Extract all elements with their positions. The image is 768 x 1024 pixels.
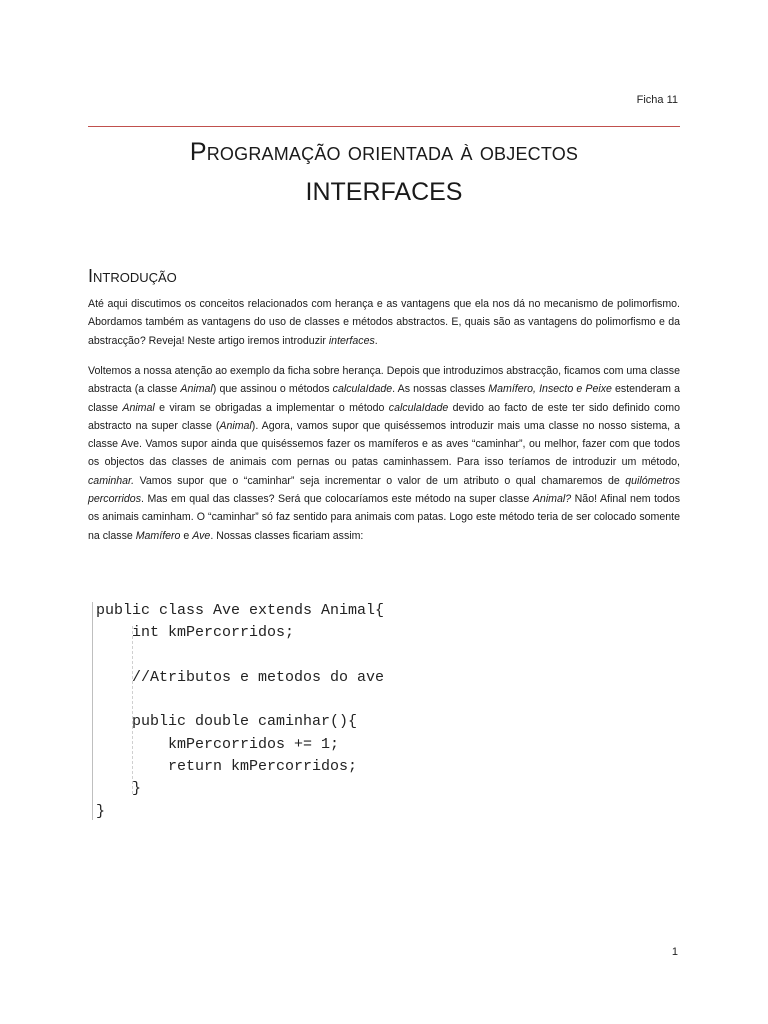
page-number: 1	[671, 946, 678, 958]
italic-run: Mamífero, Insecto e Peixe	[488, 383, 612, 396]
code-line: //Atributos e metodos do ave	[96, 668, 385, 686]
code-line: int kmPercorridos;	[96, 624, 295, 642]
italic-run: Ave	[192, 529, 211, 542]
italic-run: Mamífero	[135, 529, 181, 542]
code-line: }	[96, 802, 106, 820]
code-text	[96, 600, 384, 823]
paragraph-intro	[88, 295, 680, 350]
italic-run: Animal	[180, 383, 213, 396]
code-line: public class Ave extends Animal{	[96, 602, 385, 619]
italic-run: Animal	[122, 401, 155, 414]
header-divider	[88, 126, 680, 127]
text-run: Até aqui discutimos os conceitos relacionados com herança e as vantagens que ela nos dá no mecanismo de polimorfismo. Abordamos também as vantagens do uso de classes e métodos abstractos. E, quais são as vantagens do polimorfismo e da abstracção? Reveja! Neste artigo iremos introduzir	[88, 298, 680, 347]
page-title: Programação orientada à objectos	[189, 138, 579, 166]
italic-run: caminhar.	[88, 474, 135, 487]
italic-run: calculaIdade	[388, 401, 449, 414]
italic-run: calculaIdade	[332, 383, 393, 396]
paragraph-example	[88, 362, 680, 545]
text-run: Voltemos a nossa atenção ao exemplo da ficha sobre herança. Depois que introduzimos abstracção, ficamos com uma classe abstracta (a classe	[88, 365, 680, 396]
italic-run: Animal	[219, 419, 252, 432]
code-line: public double caminhar(){	[96, 713, 358, 731]
text-run: estenderam a classe	[88, 383, 680, 414]
text-run: e	[180, 529, 193, 542]
section-heading: Introdução	[88, 266, 177, 286]
text-run: . Mas em qual das classes? Será que colocaríamos este método na super classe	[141, 493, 533, 506]
text-run: ) que assinou o métodos	[212, 383, 333, 396]
italic-run: quilómetros percorridos	[88, 474, 680, 506]
italic-run: interfaces	[328, 334, 375, 347]
code-line: }	[96, 780, 142, 798]
text-run: . As nossas classes	[392, 383, 489, 396]
text-run: . Nossas classes ficariam assim:	[210, 529, 364, 542]
text-run: devido ao facto de este ter sido definido como abstracto na super classe (	[88, 401, 680, 432]
code-line: return kmPercorridos;	[96, 758, 358, 776]
code-line: kmPercorridos += 1;	[96, 735, 340, 753]
text-run: ). Agora, vamos supor que quiséssemos introduzir mais uma classe no nosso sistema, a classe Ave. Vamos supor ainda que quiséssemos fazer os mamíferos e as aves “caminhar”, ou melhor, fazer com que todos os objectos das classes de animais com pernas ou patas caminhassem. Para isso teríamos de introduzir um método,	[88, 419, 680, 469]
italic-run: Animal?	[532, 493, 572, 506]
text-run: Não! Afinal nem todos os animais caminham. O “caminhar” só faz sentido para animais com patas. Logo este método teria de ser colocado somente na classe	[88, 493, 680, 542]
page-subtitle: INTERFACES	[305, 178, 463, 206]
text-run: e viram se obrigadas a implementar o método	[154, 401, 389, 414]
code-gutter-line	[92, 602, 93, 820]
text-run: Vamos supor que o “caminhar” seja incrementar o valor de um atributo o qual chamaremos de	[134, 474, 626, 487]
header-label: Ficha 11	[636, 94, 678, 106]
text-run: .	[374, 334, 378, 347]
code-block	[92, 600, 432, 822]
